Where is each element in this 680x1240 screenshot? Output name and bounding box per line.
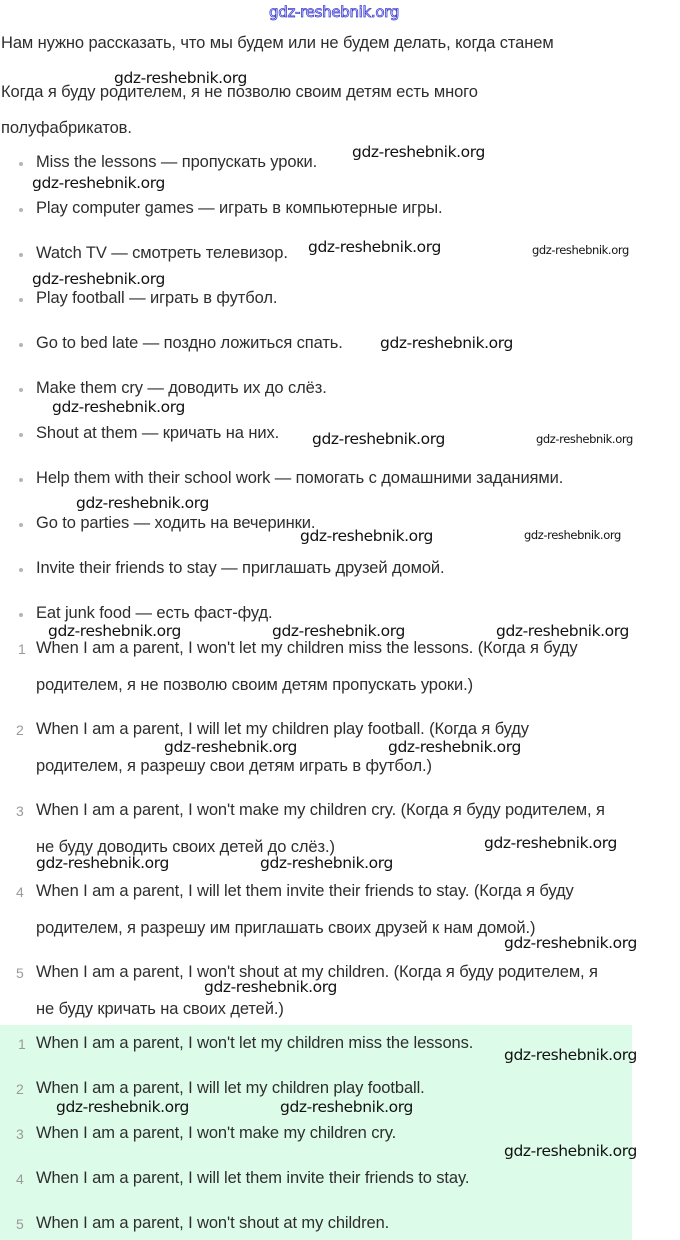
watermark: gdz-reshebnik.org	[504, 1142, 637, 1160]
vocab-item: Miss the lessons — пропускать уроки.	[36, 153, 318, 171]
answer-line: When I am a parent, I won't shout at my children.	[36, 1214, 390, 1232]
vocab-item: Help them with their school work — помогать с домашними заданиями.	[36, 469, 564, 487]
item-number: 3	[16, 803, 24, 819]
translation-line: When I am a parent, I won't shout at my children. (Когда я буду родителем, я	[36, 963, 598, 981]
watermark: gdz-reshebnik.org	[504, 934, 637, 952]
watermark: gdz-reshebnik.org	[504, 1046, 637, 1064]
bullet-icon	[19, 568, 23, 572]
translation-line: When I am a parent, I will let them invite their friends to stay. (Когда я буду	[36, 882, 574, 900]
watermark: gdz-reshebnik.org	[272, 622, 405, 640]
site-watermark: gdz-reshebnik.org	[269, 3, 400, 21]
watermark: gdz-reshebnik.org	[164, 738, 297, 756]
watermark: gdz-reshebnik.org	[204, 978, 337, 996]
intro-line-2: Когда я буду родителем, я не позволю своим детям есть много	[1, 83, 478, 101]
item-number: 1	[18, 1036, 26, 1052]
vocab-item: Go to bed late — поздно ложиться спать.	[36, 334, 343, 352]
bullet-icon	[19, 613, 23, 617]
item-number: 1	[18, 641, 26, 657]
bullet-icon	[19, 433, 23, 437]
watermark: gdz-reshebnik.org	[300, 527, 433, 545]
watermark: gdz-reshebnik.org	[380, 334, 513, 352]
watermark: gdz-reshebnik.org	[48, 622, 181, 640]
bullet-icon	[19, 523, 23, 527]
watermark: gdz-reshebnik.org	[532, 243, 629, 257]
intro-line-3: полуфабрикатов.	[1, 119, 132, 137]
item-number: 2	[16, 722, 24, 738]
translation-line: родителем, я не позволю своим детям пропускать уроки.)	[36, 676, 474, 694]
item-number: 4	[16, 884, 24, 900]
vocab-item: Play football — играть в футбол.	[36, 289, 278, 307]
watermark: gdz-reshebnik.org	[308, 238, 441, 256]
watermark: gdz-reshebnik.org	[56, 1098, 189, 1116]
item-number: 4	[16, 1171, 24, 1187]
watermark: gdz-reshebnik.org	[114, 69, 247, 87]
answer-line: When I am a parent, I will let my children play football.	[36, 1079, 425, 1097]
translation-line: When I am a parent, I will let my children play football. (Когда я буду	[36, 720, 529, 738]
translation-line: не буду кричать на своих детей.)	[36, 1000, 284, 1018]
bullet-icon	[19, 253, 23, 257]
watermark: gdz-reshebnik.org	[260, 854, 393, 872]
vocab-item: Play computer games — играть в компьютерные игры.	[36, 199, 443, 217]
item-number: 3	[16, 1126, 24, 1142]
watermark: gdz-reshebnik.org	[536, 432, 633, 446]
vocab-item: Watch TV — смотреть телевизор.	[36, 244, 288, 262]
watermark: gdz-reshebnik.org	[352, 143, 485, 161]
bullet-icon	[19, 478, 23, 482]
answer-line: When I am a parent, I won't let my children miss the lessons.	[36, 1034, 474, 1052]
translation-line: When I am a parent, I won't let my children miss the lessons. (Когда я буду	[36, 639, 578, 657]
watermark: gdz-reshebnik.org	[76, 494, 209, 512]
watermark: gdz-reshebnik.org	[52, 398, 185, 416]
translation-line: не буду доводить своих детей до слёз.)	[36, 838, 335, 856]
bullet-icon	[19, 162, 23, 166]
answer-line: When I am a parent, I won't make my children cry.	[36, 1124, 397, 1142]
watermark: gdz-reshebnik.org	[484, 834, 617, 852]
translation-line: родителем, я разрешу свои детям играть в футбол.)	[36, 757, 432, 775]
watermark: gdz-reshebnik.org	[312, 430, 445, 448]
item-number: 2	[16, 1081, 24, 1097]
watermark: gdz-reshebnik.org	[32, 174, 165, 192]
watermark: gdz-reshebnik.org	[388, 738, 521, 756]
bullet-icon	[19, 298, 23, 302]
bullet-icon	[19, 208, 23, 212]
item-number: 5	[16, 1216, 24, 1232]
bullet-icon	[19, 388, 23, 392]
item-number: 5	[16, 965, 24, 981]
watermark: gdz-reshebnik.org	[280, 1098, 413, 1116]
vocab-item: Invite their friends to stay — приглашать друзей домой.	[36, 559, 445, 577]
watermark: gdz-reshebnik.org	[524, 528, 621, 542]
watermark: gdz-reshebnik.org	[496, 622, 629, 640]
intro-line-1: Нам нужно рассказать, что мы будем или не будем делать, когда станем	[1, 34, 554, 52]
vocab-item: Go to parties — ходить на вечеринки.	[36, 514, 316, 532]
vocab-item: Make them cry — доводить их до слёз.	[36, 379, 327, 397]
watermark: gdz-reshebnik.org	[32, 270, 165, 288]
watermark: gdz-reshebnik.org	[36, 854, 169, 872]
vocab-item: Shout at them — кричать на них.	[36, 424, 280, 442]
translation-line: родителем, я разрешу им приглашать своих друзей к нам домой.)	[36, 919, 536, 937]
answer-line: When I am a parent, I will let them invite their friends to stay.	[36, 1169, 470, 1187]
bullet-icon	[19, 343, 23, 347]
translation-line: When I am a parent, I won't make my children cry. (Когда я буду родителем, я	[36, 801, 605, 819]
vocab-item: Eat junk food — есть фаст-фуд.	[36, 604, 273, 622]
